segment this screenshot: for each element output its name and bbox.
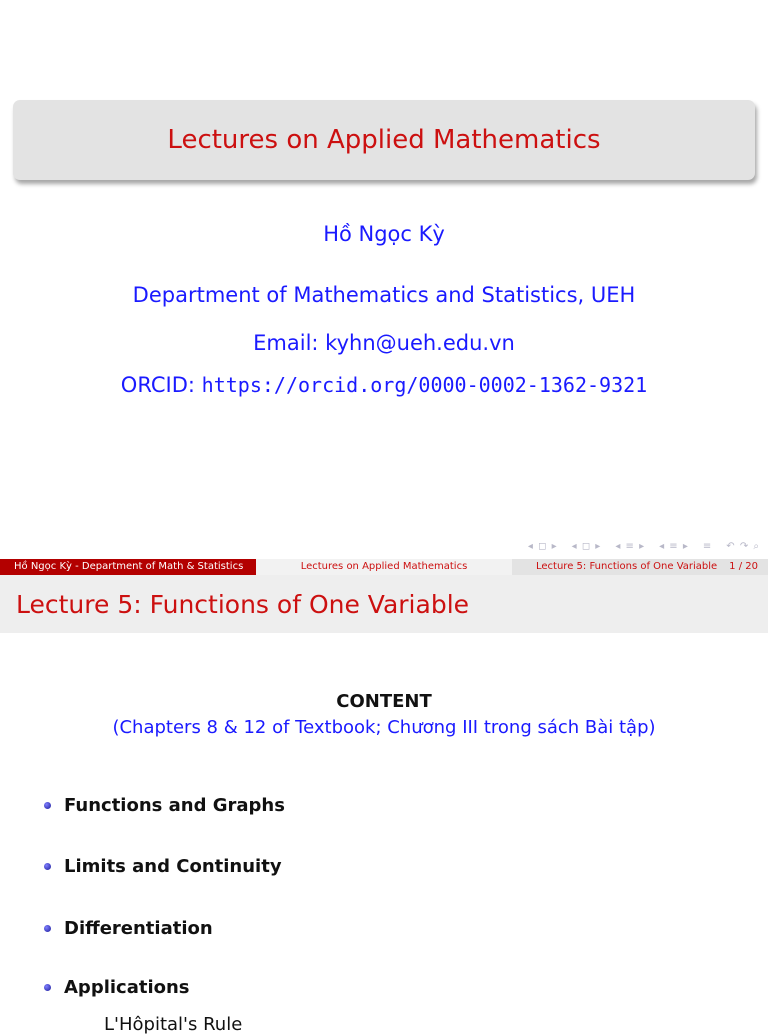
bullet-icon [44,802,51,809]
email: Email: kyhn@ueh.edu.vn [253,331,515,355]
footer-bar [0,559,768,575]
content-subheading: (Chapters 8 & 12 of Textbook; Chương III trong sách Bài tập) [112,717,656,738]
title-box [13,100,755,180]
bullet-icon [44,863,51,870]
nav-subsection-list-icon[interactable]: ◂ ≡ ▸ [659,541,689,552]
beamer-navigation [528,541,760,552]
content-heading: CONTENT [336,691,432,712]
footer-title: Lectures on Applied Mathematics [256,559,512,575]
list-item [44,977,190,998]
frame-title-bar [0,575,768,633]
list-item [44,918,213,939]
nav-search-icon[interactable]: ↶ ↷ ⌕ [726,541,760,552]
sub-item-cut-off: L'Hôpital's Rule [104,1014,243,1035]
list-item-label: Differentiation [64,918,213,939]
nav-frame-icon[interactable]: ◂ ◻ ▸ [527,541,558,552]
nav-section-icon[interactable]: ◂ ≡ ▸ [615,541,646,552]
list-item-label: Functions and Graphs [64,795,285,816]
bullet-icon [44,984,51,991]
presentation-title: Lectures on Applied Mathematics [167,125,601,155]
frame-title: Lecture 5: Functions of One Variable [16,589,470,619]
nav-subsection-icon[interactable]: ◂ ◻ ▸ [571,541,602,552]
orcid [0,373,768,397]
footer-lecture-title: Lecture 5: Functions of One Variable [536,561,718,572]
orcid-label: ORCID: [120,373,195,397]
footer-lecture [512,559,768,575]
footer-author: Hồ Ngọc Kỳ - Department of Math & Statistics [0,559,256,575]
author-name: Hồ Ngọc Kỳ [323,222,445,246]
nav-toc-icon[interactable]: ≡ [702,541,713,552]
list-item [44,856,282,877]
orcid-link[interactable]: https://orcid.org/0000-0002-1362-9321 [201,373,648,397]
department: Department of Mathematics and Statistics, UEH [132,283,636,307]
list-item-label: Applications [64,977,190,998]
list-item-label: Limits and Continuity [64,856,282,877]
bullet-icon [44,925,51,932]
list-item [44,795,285,816]
footer-page-number: 1 / 20 [729,561,758,572]
